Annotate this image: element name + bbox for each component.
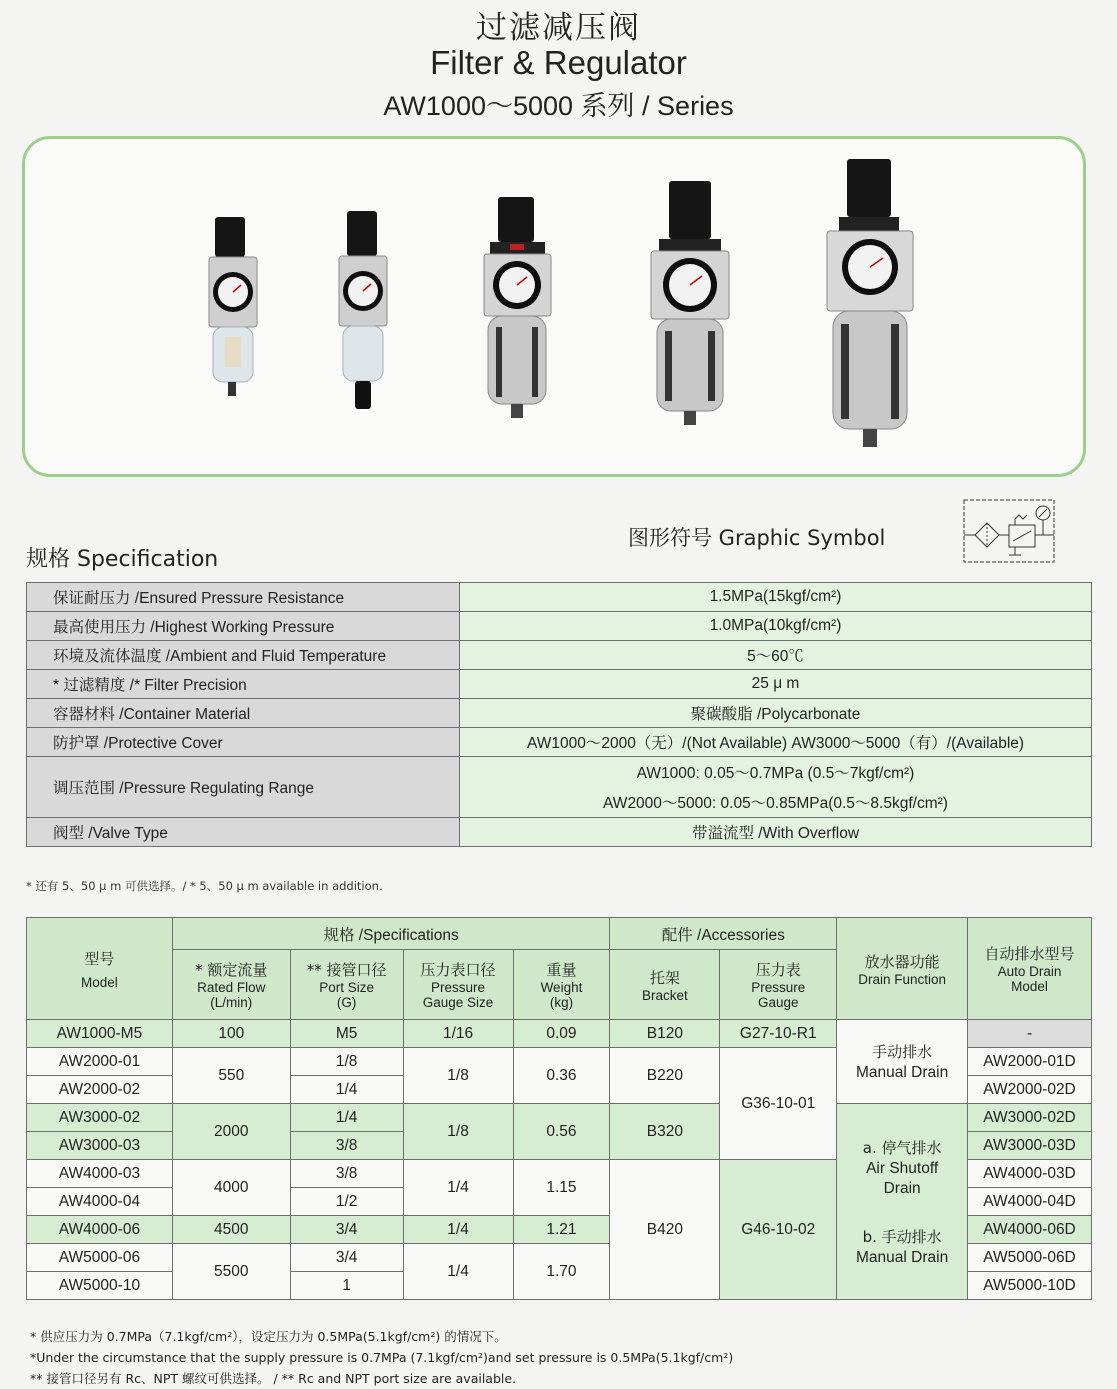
spec-value: 带溢流型 /With Overflow <box>460 818 1092 847</box>
specification-heading: 规格 Specification <box>26 547 219 572</box>
cell-gauge-size: 1/4 <box>403 1216 513 1244</box>
header-cn: 型号 <box>84 949 115 968</box>
cell-weight: 1.70 <box>513 1244 610 1300</box>
cell-model: AW4000-03 <box>27 1160 173 1188</box>
header-en: Auto Drain <box>997 964 1062 979</box>
drain-a-en: Air Shutoff <box>866 1159 939 1177</box>
cell-flow: 5500 <box>172 1244 290 1300</box>
header-en: Gauge <box>757 995 799 1010</box>
series-subtitle: AW1000～5000 系列 / Series <box>383 91 734 121</box>
product-aw5000-image <box>825 159 915 459</box>
spec-value: AW1000～2000（无）/(Not Available) AW3000～5000（有）/(Available) <box>460 728 1092 757</box>
cell-model: AW3000-02 <box>27 1104 173 1132</box>
cell-port: 3/4 <box>290 1216 403 1244</box>
cell-flow: 100 <box>172 1020 290 1048</box>
drain-a-en2: Drain <box>883 1179 921 1197</box>
cell-port: 1 <box>290 1272 403 1300</box>
header-en: (G) <box>336 995 357 1010</box>
spec-value: 1.0MPa(10kgf/cm²) <box>460 612 1092 641</box>
product-aw1000-image <box>203 217 263 417</box>
cell-model: AW5000-06 <box>27 1244 173 1272</box>
header-cn: 压力表 <box>755 961 801 979</box>
footnote-line: ** 接管口径另有 Rc、NPT 螺纹可供选择。 / ** Rc and NPT port size are available. <box>30 1371 517 1386</box>
cell-model: AW4000-06 <box>27 1216 173 1244</box>
col-model-header <box>27 918 173 1020</box>
cell-flow: 4500 <box>172 1216 290 1244</box>
cell-flow: 4000 <box>172 1160 290 1216</box>
spec-label: 调压范围 /Pressure Regulating Range <box>27 757 460 818</box>
cell-flow: 2000 <box>172 1104 290 1160</box>
graphic-symbol-icon <box>963 499 1055 563</box>
spec-value: 25 μ m <box>460 670 1092 699</box>
header-en: Model <box>81 974 118 990</box>
header-en: Gauge Size <box>422 995 494 1010</box>
cell-bracket: B420 <box>610 1160 720 1300</box>
cell-auto-drain: AW3000-02D <box>968 1104 1092 1132</box>
footnote-line: *Under the circumstance that the supply pressure is 0.7MPa (7.1kgf/cm²)and set pressure is 0.5MPa(5.1kgf/cm²) <box>30 1350 734 1365</box>
col-flow-header <box>172 950 290 1020</box>
header-cn: 自动排水型号 <box>984 945 1075 963</box>
specifications-group-header: 规格 /Specifications <box>172 918 610 950</box>
footnote-line: * 供应压力为 0.7MPa（7.1kgf/cm²），设定压力为 0.5MPa(5.1kgf/cm²) 的情况下。 <box>30 1329 507 1344</box>
header-en: Rated Flow <box>197 980 266 995</box>
footnotes <box>30 1326 733 1389</box>
cell-model: AW1000-M5 <box>27 1020 173 1048</box>
cell-flow: 550 <box>172 1048 290 1104</box>
drain-en: Manual Drain <box>856 1064 949 1081</box>
spec-label: 防护罩 /Protective Cover <box>27 728 460 757</box>
cell-bracket: B220 <box>610 1048 720 1104</box>
table-row <box>27 1104 1092 1132</box>
cell-pressure-gauge: G36-10-01 <box>720 1048 837 1160</box>
header-en: Pressure <box>431 980 486 995</box>
cell-weight: 0.09 <box>513 1020 610 1048</box>
title-english: Filter & Regulator <box>430 44 687 81</box>
cell-auto-drain: AW3000-03D <box>968 1132 1092 1160</box>
product-aw2000-image <box>333 211 393 421</box>
header-en: Bracket <box>641 987 688 1003</box>
cell-bracket: B120 <box>610 1020 720 1048</box>
cell-weight: 1.21 <box>513 1216 610 1244</box>
cell-pressure-gauge: G46-10-02 <box>720 1160 837 1300</box>
cell-port: M5 <box>290 1020 403 1048</box>
header-cn: 托架 <box>649 968 680 987</box>
spec-label: 阀型 /Valve Type <box>27 818 460 847</box>
filter-precision-note: * 还有 5、50 μ m 可供选择。/ * 5、50 μ m available in addition. <box>26 879 383 893</box>
col-port-header <box>290 950 403 1020</box>
cell-bracket: B320 <box>610 1104 720 1160</box>
cell-pressure-gauge: G27-10-R1 <box>720 1020 837 1048</box>
cell-auto-drain: - <box>968 1020 1092 1048</box>
col-bracket-header <box>610 950 720 1020</box>
cell-auto-drain: AW5000-10D <box>968 1272 1092 1300</box>
spec-label: 保证耐压力 /Ensured Pressure Resistance <box>27 583 460 612</box>
header-en: Port Size <box>319 980 375 995</box>
drain-a-cn: a. 停气排水 <box>862 1138 942 1157</box>
cell-drain-options <box>837 1104 968 1300</box>
cell-auto-drain: AW2000-02D <box>968 1076 1092 1104</box>
cell-weight: 1.15 <box>513 1160 610 1216</box>
cell-weight: 0.36 <box>513 1048 610 1104</box>
cell-auto-drain: AW2000-01D <box>968 1048 1092 1076</box>
drain-cn: 手动排水 <box>872 1043 933 1061</box>
cell-port: 1/4 <box>290 1076 403 1104</box>
col-auto-drain-header <box>968 918 1092 1020</box>
drain-b-en: Manual Drain <box>856 1248 949 1266</box>
cell-gauge-size: 1/4 <box>403 1244 513 1300</box>
cell-gauge-size: 1/4 <box>403 1160 513 1216</box>
spec-value-line: AW1000: 0.05～0.7MPa (0.5～7kgf/cm²) <box>636 765 915 782</box>
header-cn: 放水器功能 <box>864 952 940 971</box>
cell-auto-drain: AW4000-06D <box>968 1216 1092 1244</box>
header-en: Weight <box>540 980 583 995</box>
header-cn: ** 接管口径 <box>306 961 387 979</box>
col-weight-header <box>513 950 610 1020</box>
cell-weight: 0.56 <box>513 1104 610 1160</box>
cell-auto-drain: AW4000-04D <box>968 1188 1092 1216</box>
cell-port: 3/8 <box>290 1160 403 1188</box>
cell-model: AW4000-04 <box>27 1188 173 1216</box>
product-aw3000-image <box>480 197 555 427</box>
header-cn: 重量 <box>546 961 577 979</box>
cell-port: 1/8 <box>290 1048 403 1076</box>
col-drain-header <box>837 918 968 1020</box>
cell-gauge-size: 1/8 <box>403 1104 513 1160</box>
header-en: Model <box>1011 979 1048 994</box>
cell-auto-drain: AW4000-03D <box>968 1160 1092 1188</box>
graphic-symbol-heading: 图形符号 Graphic Symbol <box>628 526 886 550</box>
spec-label: 环境及流体温度 /Ambient and Fluid Temperature <box>27 641 460 670</box>
cell-gauge-size: 1/16 <box>403 1020 513 1048</box>
table-row <box>27 1020 1092 1048</box>
cell-model: AW3000-03 <box>27 1132 173 1160</box>
header-cn: 压力表口径 <box>420 961 496 979</box>
col-gauge-size-header <box>403 950 513 1020</box>
product-photo-panel <box>22 136 1086 477</box>
cell-port: 3/8 <box>290 1132 403 1160</box>
header-en: Pressure <box>751 980 806 995</box>
spec-value: 5～60℃ <box>460 641 1092 670</box>
spec-value: 1.5MPa(15kgf/cm²) <box>460 583 1092 612</box>
cell-model: AW5000-10 <box>27 1272 173 1300</box>
col-pressure-gauge-header <box>720 950 837 1020</box>
product-aw4000-image <box>645 181 735 431</box>
cell-port: 1/4 <box>290 1104 403 1132</box>
spec-value-line: AW2000～5000: 0.05～0.85MPa(0.5～8.5kgf/cm²) <box>603 795 948 812</box>
header-en: (L/min) <box>210 995 253 1010</box>
cell-port: 3/4 <box>290 1244 403 1272</box>
cell-port: 1/2 <box>290 1188 403 1216</box>
header-en: Drain Function <box>858 971 947 987</box>
header-cn: * 额定流量 <box>195 961 268 979</box>
spec-label: * 过滤精度 /* Filter Precision <box>27 670 460 699</box>
accessories-group-header: 配件 /Accessories <box>610 918 837 950</box>
title-chinese: 过滤减压阀 <box>476 10 641 46</box>
cell-model: AW2000-01 <box>27 1048 173 1076</box>
cell-auto-drain: AW5000-06D <box>968 1244 1092 1272</box>
drain-b-cn: b. 手动排水 <box>862 1227 942 1246</box>
model-table <box>26 917 1092 1300</box>
specification-table <box>26 582 1092 847</box>
spec-value-multi <box>460 757 1092 818</box>
spec-label: 最高使用压力 /Highest Working Pressure <box>27 612 460 641</box>
header-en: (kg) <box>549 995 574 1010</box>
cell-gauge-size: 1/8 <box>403 1048 513 1104</box>
spec-value: 聚碳酸脂 /Polycarbonate <box>460 699 1092 728</box>
cell-drain-manual <box>837 1020 968 1104</box>
cell-model: AW2000-02 <box>27 1076 173 1104</box>
spec-label: 容器材料 /Container Material <box>27 699 460 728</box>
